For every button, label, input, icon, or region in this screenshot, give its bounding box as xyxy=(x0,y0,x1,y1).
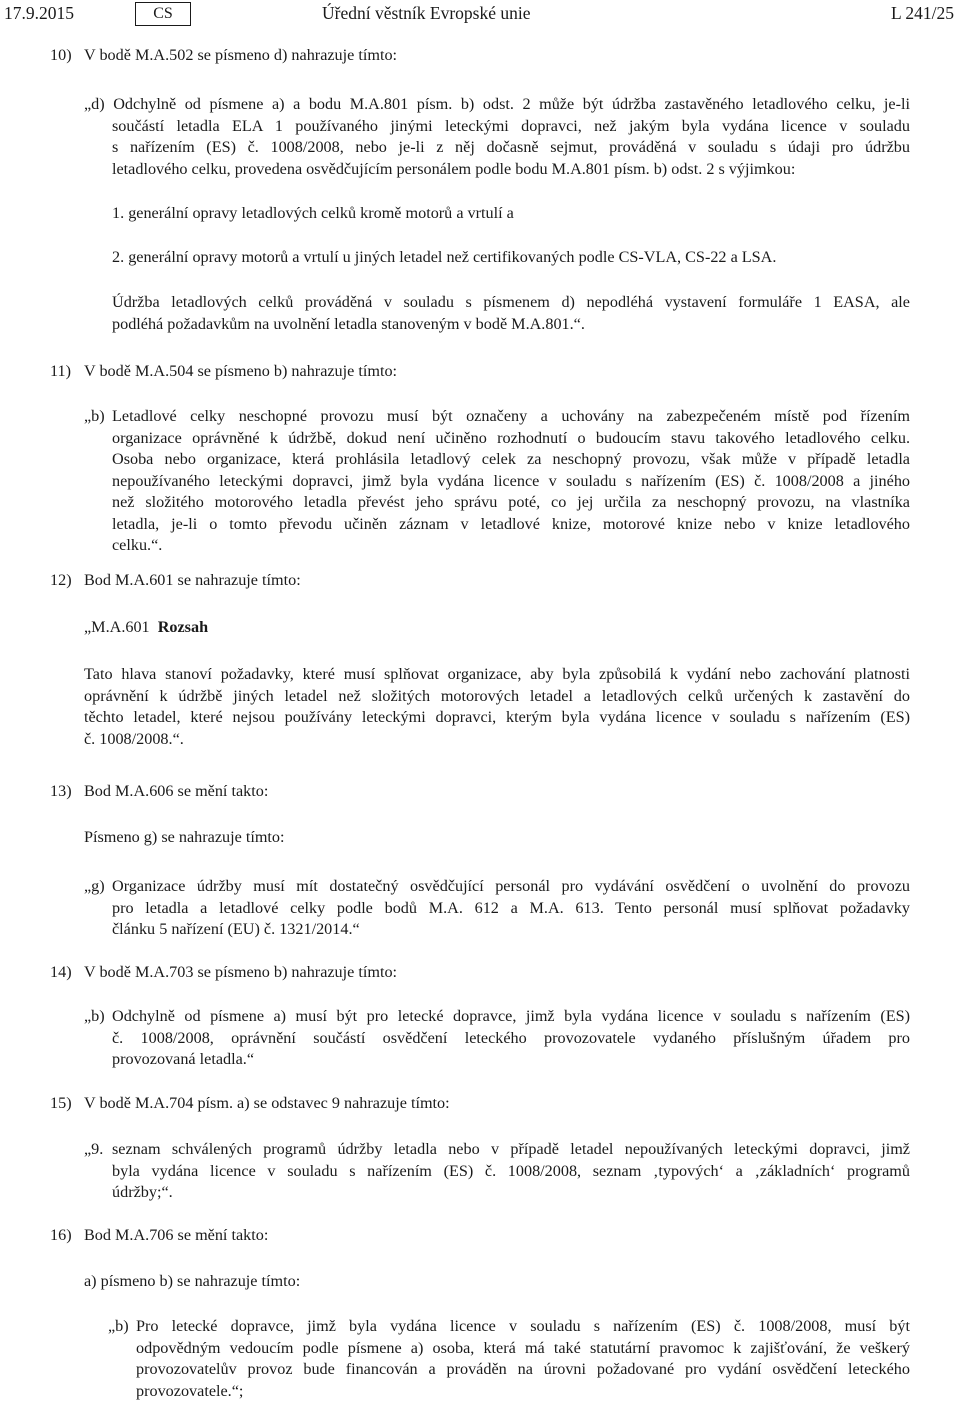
paragraph-line: údržby;“. xyxy=(112,1182,910,1204)
item-11-label: „b) xyxy=(84,406,105,428)
item-10-tail xyxy=(112,292,910,335)
paragraph-line: Osoba nebo organizace, která prohlásila letadlový celek za neschopný provozu, však může v případě letadla xyxy=(112,449,910,471)
item-10-subpoint-2: 2. generální opravy motorů a vrtulí u jiných letadel než certifikovaných podle CS-VLA, CS-22 a LSA. xyxy=(112,247,776,269)
item-12-number: 12) xyxy=(50,570,72,592)
paragraph-line: s nařízením (ES) č. 1008/2008, nebo je-li z něj dočasně sejmut, prováděná v souladu s údaji pro údržbu xyxy=(84,137,910,159)
item-14-intro: V bodě M.A.703 se písmeno b) nahrazuje tímto: xyxy=(84,962,397,984)
page-header xyxy=(0,3,960,31)
paragraph-line: organizace oprávněné k údržbě, dokud není učiněno rozhodnutí o budoucím stavu takového letadlového celku. xyxy=(112,428,910,450)
item-12-heading xyxy=(84,617,208,639)
item-13-intro: Bod M.A.606 se mění takto: xyxy=(84,781,268,803)
paragraph-line: Tato hlava stanoví požadavky, které musí splňovat organizace, aby byla způsobilá k vydání nebo zachování platnosti xyxy=(84,664,910,686)
item-10-intro: V bodě M.A.502 se písmeno d) nahrazuje tímto: xyxy=(84,45,397,67)
item-15-intro: V bodě M.A.704 písm. a) se odstavec 9 nahrazuje tímto: xyxy=(84,1093,450,1115)
item-12-intro: Bod M.A.601 se nahrazuje tímto: xyxy=(84,570,301,592)
item-16-intro: Bod M.A.706 se mění takto: xyxy=(84,1225,268,1247)
paragraph-line: provozovatele.“; xyxy=(136,1381,910,1402)
item-11-paragraph xyxy=(112,406,910,557)
item-13-number: 13) xyxy=(50,781,72,803)
journal-title: Úřední věstník Evropské unie xyxy=(322,3,531,25)
item-15-label: „9. xyxy=(84,1139,103,1161)
item-13-sub-intro: Písmeno g) se nahrazuje tímto: xyxy=(84,827,285,849)
item-16-sub-intro: a) písmeno b) se nahrazuje tímto: xyxy=(84,1271,300,1293)
item-11-intro: V bodě M.A.504 se písmeno b) nahrazuje tímto: xyxy=(84,361,397,383)
item-11-number: 11) xyxy=(50,361,71,383)
item-10-paragraph xyxy=(84,94,910,180)
paragraph-line: „d) Odchylně od písmene a) a bodu M.A.801 písm. b) odst. 2 může být údržba zastavěného letadlového celku, je-li xyxy=(84,94,910,116)
paragraph-line: pro letadla a letadlové celky podle bodů M.A. 612 a M.A. 613. Tento personál musí splňovat požadavky xyxy=(112,898,910,920)
paragraph-line: článku 5 nařízení (EU) č. 1321/2014.“ xyxy=(112,919,910,941)
heading-code: „M.A.601 xyxy=(84,618,150,636)
paragraph-line: č. 1008/2008.“. xyxy=(84,729,910,751)
paragraph-line: provozovatelův provoz bude financován a prováděn na úrovni požadované pro vydání osvědčení leteckého xyxy=(136,1359,910,1381)
page-number: L 241/25 xyxy=(891,3,954,25)
paragraph-line: podléhá požadavkům na uvolnění letadla stanoveným v bodě M.A.801.“. xyxy=(112,314,910,336)
paragraph-line: č. 1008/2008, oprávnění součástí osvědčení leteckého provozovatele vydaného příslušným úřadem pro xyxy=(112,1028,910,1050)
paragraph-line: byla vydána licence v souladu s nařízením (ES) č. 1008/2008, seznam ‚typových‘ a ‚základních‘ programů xyxy=(112,1161,910,1183)
item-15-paragraph xyxy=(112,1139,910,1204)
item-13-paragraph xyxy=(112,876,910,941)
language-badge: CS xyxy=(135,2,191,26)
paragraph-line: nepoužívaného leteckými dopravci, jimž byla vydána licence v souladu s nařízením (ES) č. 1008/2008 a jiného xyxy=(112,471,910,493)
paragraph-line: Pro letecké dopravce, jimž byla vydána licence v souladu s nařízením (ES) č. 1008/2008, musí být xyxy=(136,1316,910,1338)
heading-title: Rozsah xyxy=(158,618,208,636)
paragraph-line: než složitého motorového letadla převést jeho správu poté, co jej určila za neschopný provozu, na vlastníka xyxy=(112,492,910,514)
item-16-paragraph xyxy=(136,1316,910,1402)
paragraph-line: odpovědným vedoucím podle písmene a) osoba, která má také statutární pravomoc k zajišťování, že veškerý xyxy=(136,1338,910,1360)
paragraph-line: těchto letadel, které nejsou používány leteckými dopravci, kterým byla vydána licence v souladu s nařízením (ES) xyxy=(84,707,910,729)
paragraph-line: letadlového celku, provedena osvědčujícím personálem podle bodu M.A.801 písm. b) odst. 2 s výjimkou: xyxy=(84,159,910,181)
paragraph-line: Letadlové celky neschopné provozu musí být označeny a uchovány na zabezpečeném místě pod řízením xyxy=(112,406,910,428)
item-16-number: 16) xyxy=(50,1225,72,1247)
item-14-paragraph xyxy=(112,1006,910,1071)
paragraph-line: Údržba letadlových celků prováděná v souladu s písmenem d) nepodléhá vystavení formuláře 1 EASA, ale xyxy=(112,292,910,314)
item-10-subpoint-1: 1. generální opravy letadlových celků kromě motorů a vrtulí a xyxy=(112,203,514,225)
paragraph-line: součástí letadla ELA 1 používaného jinými leteckými dopravci, než jakým byla vydána licence v souladu xyxy=(84,116,910,138)
item-15-number: 15) xyxy=(50,1093,72,1115)
paragraph-line: Organizace údržby musí mít dostatečný osvědčující personál pro vydávání osvědčení o uvolnění do provozu xyxy=(112,876,910,898)
paragraph-line: celku.“. xyxy=(112,535,910,557)
publication-date: 17.9.2015 xyxy=(4,3,74,25)
item-12-paragraph xyxy=(84,664,910,750)
item-14-label: „b) xyxy=(84,1006,105,1028)
item-14-number: 14) xyxy=(50,962,72,984)
item-16-label: „b) xyxy=(108,1316,129,1338)
item-13-label: „g) xyxy=(84,876,105,898)
item-10-number: 10) xyxy=(50,45,72,67)
paragraph-line: seznam schválených programů údržby letadla nebo v případě letadel nepoužívaných leteckými dopravci, jimž xyxy=(112,1139,910,1161)
paragraph-line: provozovaná letadla.“ xyxy=(112,1049,910,1071)
paragraph-line: Odchylně od písmene a) musí být pro letecké dopravce, jimž byla vydána licence v souladu s nařízením (ES) xyxy=(112,1006,910,1028)
paragraph-line: oprávnění k údržbě jiných letadel než složitých motorových letadel a letadlových celků určených k zastavění do xyxy=(84,686,910,708)
paragraph-line: letadla, je-li o tomto převodu učiněn záznam v letadlové knize, motorové knize nebo v knize letadlového xyxy=(112,514,910,536)
